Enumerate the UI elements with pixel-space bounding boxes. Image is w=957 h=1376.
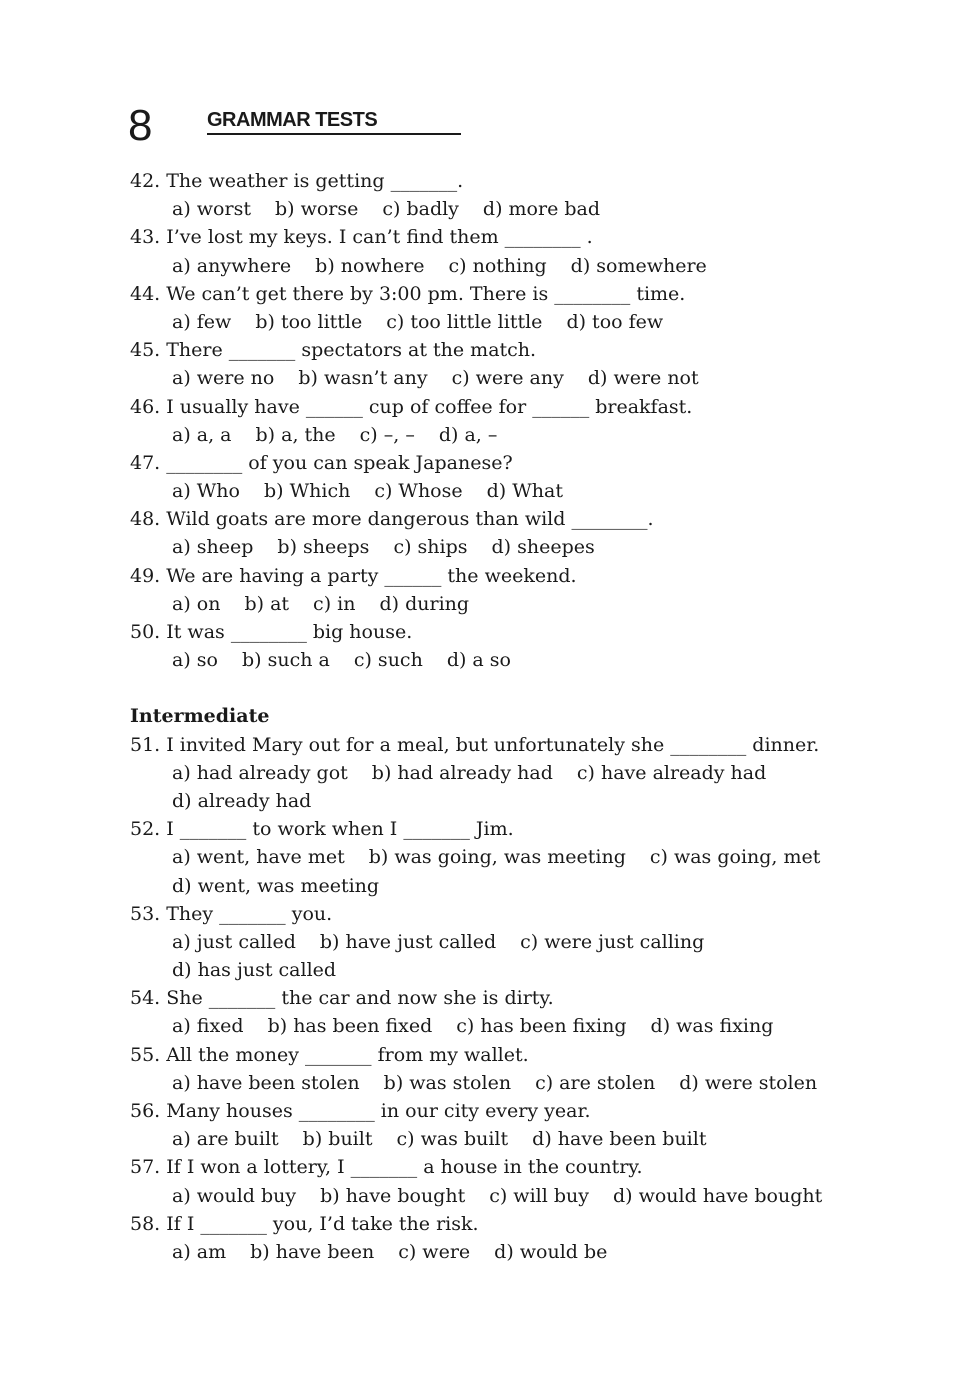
answer-option: c) were just calling bbox=[520, 930, 705, 953]
answer-option: b) was going, was meeting bbox=[368, 846, 626, 869]
question-item bbox=[130, 223, 930, 279]
answer-option: b) have bought bbox=[320, 1184, 466, 1207]
answer-option: a) a, a bbox=[172, 423, 232, 446]
answer-option: d) What bbox=[486, 480, 563, 503]
question-item bbox=[130, 900, 930, 985]
question-stem: 51. I invited Mary out for a meal, but unfortunately she ________ dinner. bbox=[130, 733, 820, 756]
question-item bbox=[130, 280, 930, 336]
question-stem: 58. If I _______ you, I’d take the risk. bbox=[130, 1212, 479, 1235]
question-item bbox=[130, 984, 930, 1040]
answer-option: a) worst bbox=[172, 198, 251, 221]
answer-option: c) were bbox=[398, 1240, 471, 1263]
answer-option: b) at bbox=[244, 592, 290, 615]
answer-option: a) sheep bbox=[172, 536, 254, 559]
answer-option: b) have been bbox=[250, 1240, 375, 1263]
question-item bbox=[130, 167, 930, 223]
answer-option: d) already had bbox=[172, 789, 312, 812]
question-item bbox=[130, 393, 930, 449]
answer-option: a) am bbox=[172, 1240, 227, 1263]
answer-option: c) in bbox=[313, 592, 356, 615]
question-stem: 46. I usually have ______ cup of coffee for ______ breakfast. bbox=[130, 395, 693, 418]
question-item bbox=[130, 731, 930, 816]
answer-option: d) was fixing bbox=[650, 1015, 774, 1038]
answer-options-row bbox=[130, 1182, 930, 1210]
answer-option: b) a, the bbox=[255, 423, 336, 446]
answer-option: a) went, have met bbox=[172, 846, 345, 869]
question-stem: 49. We are having a party ______ the weekend. bbox=[130, 564, 577, 587]
answer-option: c) are stolen bbox=[535, 1071, 656, 1094]
question-stem: 52. I _______ to work when I _______ Jim. bbox=[130, 818, 514, 841]
question-item bbox=[130, 336, 930, 392]
questions-part-1 bbox=[130, 167, 930, 674]
questions-part-2 bbox=[130, 731, 930, 1267]
question-item bbox=[130, 1041, 930, 1097]
answer-options-row bbox=[130, 759, 930, 787]
answer-option: b) sheeps bbox=[277, 536, 370, 559]
answer-options-row bbox=[130, 308, 930, 336]
answer-options-row bbox=[130, 872, 930, 900]
answer-options-row bbox=[130, 956, 930, 984]
answer-options-row bbox=[130, 364, 930, 392]
answer-options-row bbox=[130, 787, 930, 815]
question-stem: 47. ________ of you can speak Japanese? bbox=[130, 451, 513, 474]
answer-options-row bbox=[130, 1238, 930, 1266]
running-head-title: GRAMMAR TESTS bbox=[207, 108, 461, 135]
answer-option: b) has been fixed bbox=[267, 1015, 433, 1038]
question-item bbox=[130, 1210, 930, 1266]
answer-option: a) were no bbox=[172, 367, 275, 390]
answer-options-row bbox=[130, 646, 930, 674]
answer-options-row bbox=[130, 533, 930, 561]
answer-option: d) a, – bbox=[438, 423, 498, 446]
answer-option: b) had already had bbox=[371, 761, 553, 784]
question-stem: 54. She _______ the car and now she is dirty. bbox=[130, 987, 554, 1010]
answer-option: d) were not bbox=[587, 367, 699, 390]
answer-option: d) more bad bbox=[482, 198, 601, 221]
question-item bbox=[130, 618, 930, 674]
answer-option: c) such bbox=[353, 649, 423, 672]
answer-options-row bbox=[130, 477, 930, 505]
answer-option: c) have already had bbox=[576, 761, 767, 784]
answer-option: d) were stolen bbox=[679, 1071, 818, 1094]
answer-option: a) anywhere bbox=[172, 254, 292, 277]
answer-option: c) nothing bbox=[448, 254, 547, 277]
answer-option: d) would have bought bbox=[612, 1184, 823, 1207]
answer-option: d) have been built bbox=[532, 1128, 707, 1151]
answer-option: c) was going, met bbox=[649, 846, 821, 869]
answer-options-row bbox=[130, 928, 930, 956]
question-item bbox=[130, 562, 930, 618]
answer-option: a) so bbox=[172, 649, 218, 672]
question-stem: 50. It was ________ big house. bbox=[130, 621, 413, 643]
answer-option: b) have just called bbox=[319, 930, 497, 953]
answer-option: d) too few bbox=[566, 310, 664, 333]
answer-option: c) was built bbox=[396, 1128, 509, 1151]
question-stem: 56. Many houses ________ in our city every year. bbox=[130, 1100, 591, 1122]
answer-option: d) during bbox=[379, 592, 470, 615]
question-item bbox=[130, 505, 930, 561]
answer-option: b) worse bbox=[274, 198, 359, 221]
question-item bbox=[130, 815, 930, 900]
question-stem: 48. Wild goats are more dangerous than wild ________. bbox=[130, 508, 654, 531]
question-stem: 43. I’ve lost my keys. I can’t find them ________ . bbox=[130, 226, 593, 249]
answer-option: b) wasn’t any bbox=[298, 367, 428, 390]
answer-options-row bbox=[130, 1012, 930, 1040]
answer-option: d) sheepes bbox=[491, 536, 595, 559]
answer-option: a) few bbox=[172, 310, 232, 333]
answer-option: d) has just called bbox=[172, 959, 337, 982]
question-item bbox=[130, 1153, 930, 1209]
question-stem: 44. We can’t get there by 3:00 pm. There is ________ time. bbox=[130, 282, 686, 305]
answer-option: d) somewhere bbox=[570, 254, 707, 277]
answer-option: a) just called bbox=[172, 930, 296, 953]
answer-option: b) built bbox=[302, 1128, 373, 1151]
answer-options-row bbox=[130, 1069, 930, 1097]
answer-option: c) were any bbox=[451, 367, 564, 390]
answer-options-row bbox=[130, 252, 930, 280]
answer-option: a) on bbox=[172, 592, 221, 615]
question-stem: 53. They _______ you. bbox=[130, 902, 333, 925]
answer-option: c) ships bbox=[393, 536, 468, 559]
answer-option: c) has been fixing bbox=[456, 1015, 627, 1038]
answer-options-row bbox=[130, 590, 930, 618]
answer-option: b) nowhere bbox=[315, 254, 425, 277]
answer-option: a) have been stolen bbox=[172, 1071, 360, 1094]
answer-option: c) too little little bbox=[386, 310, 543, 333]
answer-option: a) had already got bbox=[172, 761, 348, 784]
answer-option: a) Who bbox=[172, 480, 240, 503]
question-stem: 57. If I won a lottery, I _______ a house in the country. bbox=[130, 1156, 643, 1179]
answer-option: d) would be bbox=[494, 1240, 608, 1263]
answer-option: c) –, – bbox=[359, 423, 415, 446]
section-spacer bbox=[130, 674, 930, 702]
question-item bbox=[130, 1097, 930, 1153]
page-number: 8 bbox=[128, 101, 153, 150]
question-stem: 55. All the money _______ from my wallet. bbox=[130, 1043, 529, 1066]
answer-option: b) too little bbox=[255, 310, 363, 333]
answer-option: c) Whose bbox=[374, 480, 463, 503]
answer-option: b) Which bbox=[263, 480, 351, 503]
question-stem: 42. The weather is getting _______. bbox=[130, 170, 464, 192]
answer-option: a) are built bbox=[172, 1128, 279, 1151]
section-title: Intermediate bbox=[130, 705, 270, 728]
answer-options-row bbox=[130, 195, 930, 223]
answer-options-row bbox=[130, 421, 930, 449]
answer-option: b) was stolen bbox=[383, 1071, 512, 1094]
answer-option: a) would buy bbox=[172, 1184, 297, 1207]
answer-options-row bbox=[130, 843, 930, 871]
test-content bbox=[130, 167, 930, 1266]
answer-option: c) badly bbox=[382, 198, 459, 221]
answer-option: c) will buy bbox=[489, 1184, 589, 1207]
answer-option: b) such a bbox=[241, 649, 330, 672]
answer-option: d) went, was meeting bbox=[172, 874, 380, 897]
question-stem: 45. There _______ spectators at the match. bbox=[130, 339, 537, 362]
answer-option: d) a so bbox=[446, 649, 511, 672]
answer-option: a) fixed bbox=[172, 1015, 244, 1038]
answer-options-row bbox=[130, 1125, 930, 1153]
question-item bbox=[130, 449, 930, 505]
